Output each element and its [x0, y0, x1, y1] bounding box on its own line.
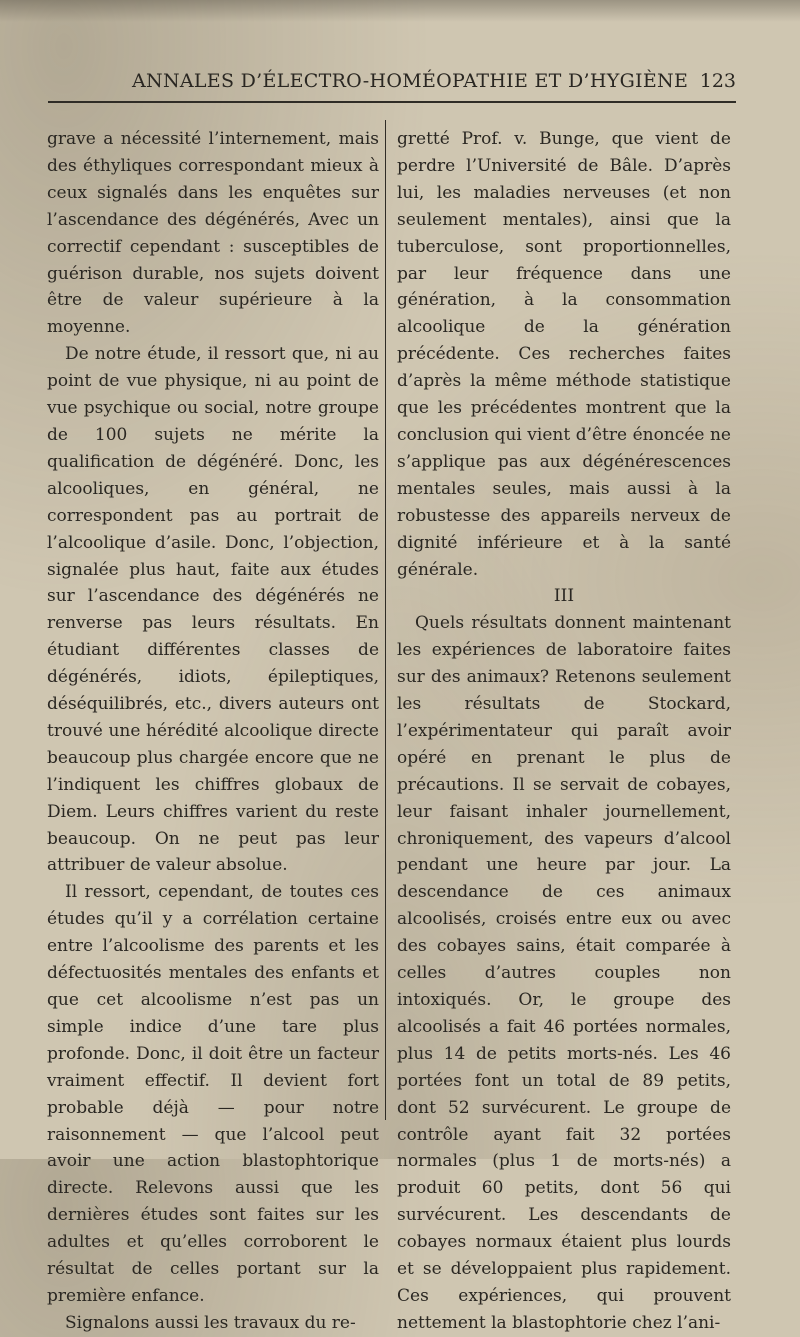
header-rule [48, 101, 736, 103]
page-shadow [0, 0, 800, 22]
paragraph: Signalons aussi les travaux du re- [65, 1312, 356, 1333]
right-column [397, 126, 731, 1333]
paragraph: Quels résultats donnent maintenant les expériences de laboratoire faites sur des animaux? Retenons seulement les résultats de Stockard, l’expérimentateur qui paraît avoir opéré en prenant le plus de précautions. Il se servait de cobayes, leur faisant inhaler journellement, chroniquement, des vapeurs d’alcool pendant une heure par jour. La descendance de ces animaux alcoolisés, croisés entre eux ou avec des cobayes sains, était comparée à celles d’autres couples non intoxiqués. Or, le groupe des alcoolisés a fait 46 portées normales, plus 14 de petits morts-nés. Les 46 portées font un total de 89 petits, dont 52 survécurent. Le groupe de contrôle ayant fait 32 portées normales (plus 1 de morts-nés) a produit 60 petits, dont 56 qui survécurent. Les descendants de cobayes normaux étaient plus lourds et se développaient plus rapidement. Ces expériences, qui prouvent nettement la blastophtorie chez l’ani- [397, 613, 731, 1333]
paragraph: De notre étude, il ressort que, ni au point de vue physique, ni au point de vue psychique ou social, notre groupe de 100 sujets ne mérite la qualification de dégénéré. Donc, les alcooliques, en général, ne correspondent pas au portrait de l’alcoolique d’asile. Donc, l’objection, signalée plus haut, faite aux études sur l’ascendance des dégénérés ne renverse pas leurs résultats. En étudiant différentes classes de dégénérés, idiots, épileptiques, déséquilibrés, etc., divers auteurs ont trouvé une hérédité alcoolique directe beaucoup plus chargée encore que ne l’indiquent les chiffres globaux de Diem. Leurs chiffres varient du reste beaucoup. On ne peut pas leur attribuer de valeur absolue. [47, 344, 379, 876]
paragraph: Il ressort, cependant, de toutes ces études qu’il y a corrélation certaine entre l’alcoolisme des parents et les défectuosités mentales des enfants et que cet alcoolisme n’est pas un simple indice d’une tare plus profonde. Donc, il doit être un facteur vraiment effectif. Il devient fort probable déjà — pour notre raisonnement — que l’alcool peut avoir une action blastophtorique directe. Relevons aussi que les dernières études sont faites sur les adultes et qu’elles corroborent le résultat de celles portant sur la première enfance. [47, 882, 379, 1306]
paragraph: grave a nécessité l’internement, mais des éthyliques correspondant mieux à ceux signalés dans les enquêtes sur l’ascendance des dégénérés, Avec un correctif cependant : susceptibles de guérison durable, nos sujets doivent être de valeur supérieure à la moyenne. [47, 129, 379, 338]
left-column [47, 126, 379, 1333]
page-number: 123 [699, 70, 736, 92]
journal-title: ANNALES D’ÉLECTRO-HOMÉOPATHIE ET D’HYGIÈNE [132, 70, 689, 92]
column-divider [385, 120, 386, 1120]
running-header [0, 70, 800, 96]
section-heading: III [553, 586, 575, 607]
paragraph: gretté Prof. v. Bunge, que vient de perdre l’Université de Bâle. D’après lui, les maladies nerveuses (et non seulement mentales), ainsi que la tuberculose, sont proportionnelles, par leur fréquence dans une génération, à la consommation alcoolique de la génération précédente. Ces recherches faites d’après la même méthode statistique que les précédentes montrent que la conclusion qui vient d’être énoncée ne s’applique pas aux dégénérescences mentales seules, mais aussi à la robustesse des appareils nerveux de dignité inférieure et à la santé générale. [397, 129, 731, 580]
